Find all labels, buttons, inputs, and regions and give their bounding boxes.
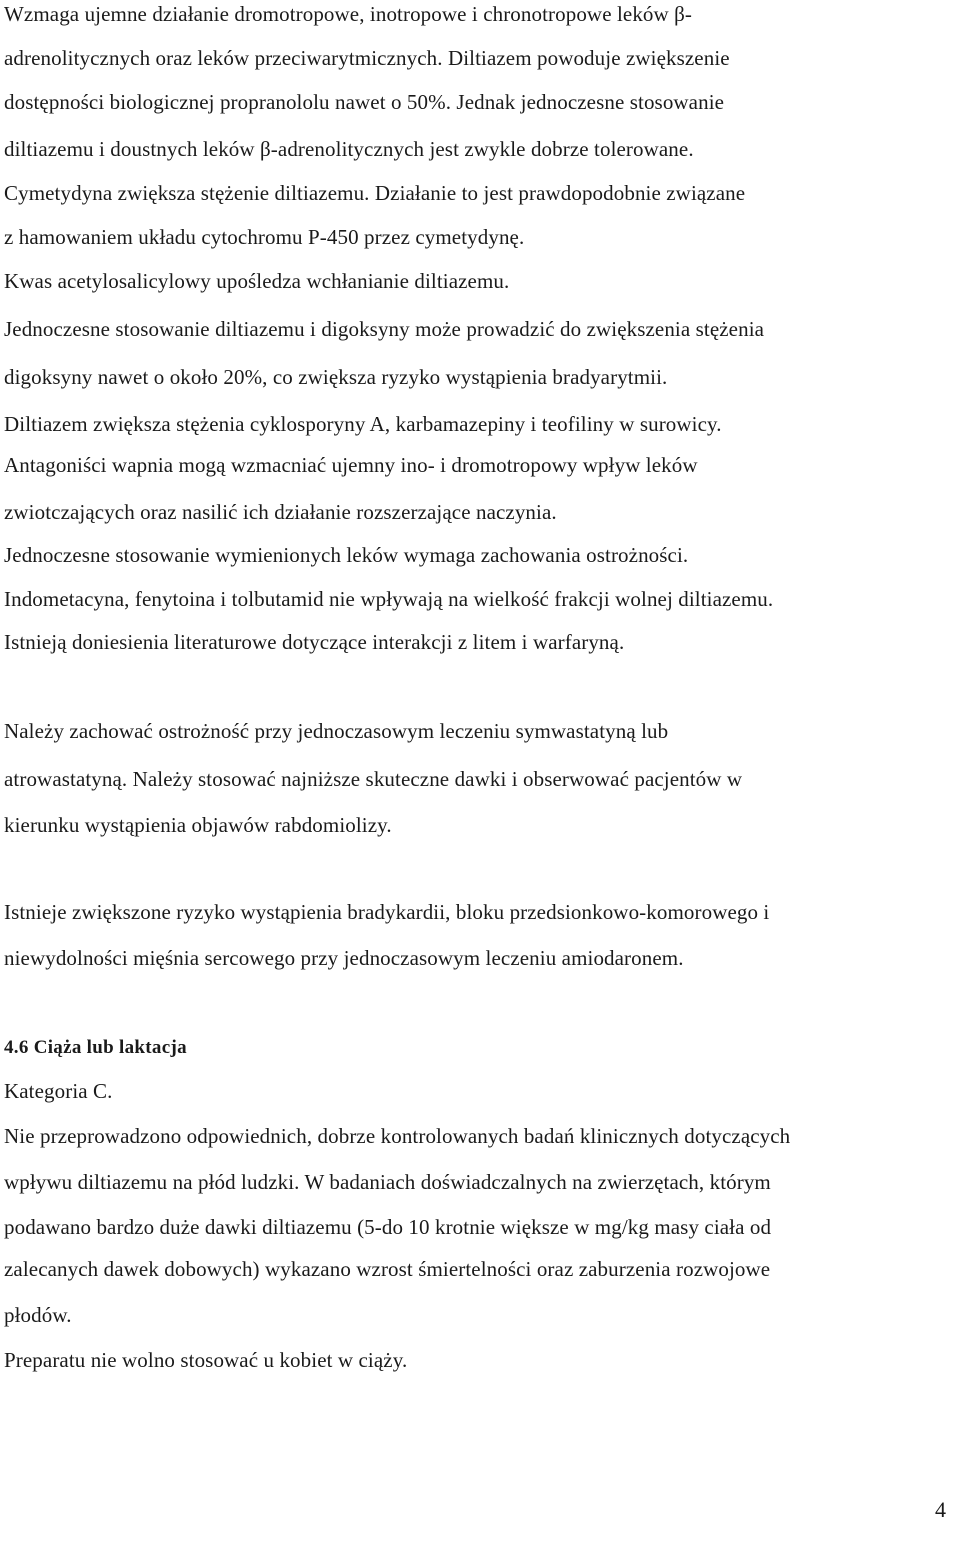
text-line: Jednoczesne stosowanie diltiazemu i digoksyny może prowadzić do zwiększenia stężenia [4,317,765,341]
page-number: 4 [935,1497,946,1522]
text-line: kierunku wystąpienia objawów rabdomiolizy. [4,813,392,837]
text-line: digoksyny nawet o około 20%, co zwiększa ryzyko wystąpienia bradyarytmii. [4,365,668,389]
text-line: Antagoniści wapnia mogą wzmacniać ujemny ino- i dromotropowy wpływ leków [4,453,698,477]
text-line: niewydolności mięśnia sercowego przy jednoczasowym leczeniu amiodaronem. [4,946,684,970]
text-line: zwiotczających oraz nasilić ich działanie rozszerzające naczynia. [4,500,557,524]
text-line: diltiazemu i doustnych leków β-adrenolitycznych jest zwykle dobrze tolerowane. [4,137,694,161]
text-line: Kategoria C. [4,1079,113,1103]
text-line: Diltiazem zwiększa stężenia cyklosporyny A, karbamazepiny i teofiliny w surowicy. [4,412,722,436]
text-line: atrowastatyną. Należy stosować najniższe skuteczne dawki i obserwować pacjentów w [4,767,743,791]
text-line: zalecanych dawek dobowych) wykazano wzrost śmiertelności oraz zaburzenia rozwojowe [4,1257,771,1281]
text-line: wpływu diltiazemu na płód ludzki. W badaniach doświadczalnych na zwierzętach, którym [4,1170,771,1194]
text-line: Wzmaga ujemne działanie dromotropowe, inotropowe i chronotropowe leków β- [4,2,693,26]
text-line: Jednoczesne stosowanie wymienionych leków wymaga zachowania ostrożności. [4,543,689,567]
text-line: adrenolitycznych oraz leków przeciwarytmicznych. Diltiazem powoduje zwiększenie [4,46,730,70]
text-line: Nie przeprowadzono odpowiednich, dobrze kontrolowanych badań klinicznych dotyczących [4,1124,791,1148]
section-heading: 4.6 Ciąża lub laktacja [4,1037,187,1058]
text-line: podawano bardzo duże dawki diltiazemu (5-do 10 krotnie większe w mg/kg masy ciała od [4,1215,772,1239]
text-line: z hamowaniem układu cytochromu P-450 przez cymetydynę. [4,225,525,249]
text-line: Istnieją doniesienia literaturowe dotyczące interakcji z litem i warfaryną. [4,630,625,654]
text-line: Preparatu nie wolno stosować u kobiet w ciąży. [4,1348,408,1372]
text-line: Istnieje zwiększone ryzyko wystąpienia bradykardii, bloku przedsionkowo-komorowego i [4,900,770,924]
text-line: Należy zachować ostrożność przy jednoczasowym leczeniu symwastatyną lub [4,719,669,743]
text-line: płodów. [4,1303,72,1327]
text-line: dostępności biologicznej propranololu nawet o 50%. Jednak jednoczesne stosowanie [4,90,725,114]
text-line: Kwas acetylosalicylowy upośledza wchłanianie diltiazemu. [4,269,510,293]
text-line: Indometacyna, fenytoina i tolbutamid nie wpływają na wielkość frakcji wolnej diltiazemu. [4,587,774,611]
text-line: Cymetydyna zwiększa stężenie diltiazemu. Działanie to jest prawdopodobnie związane [4,181,746,205]
